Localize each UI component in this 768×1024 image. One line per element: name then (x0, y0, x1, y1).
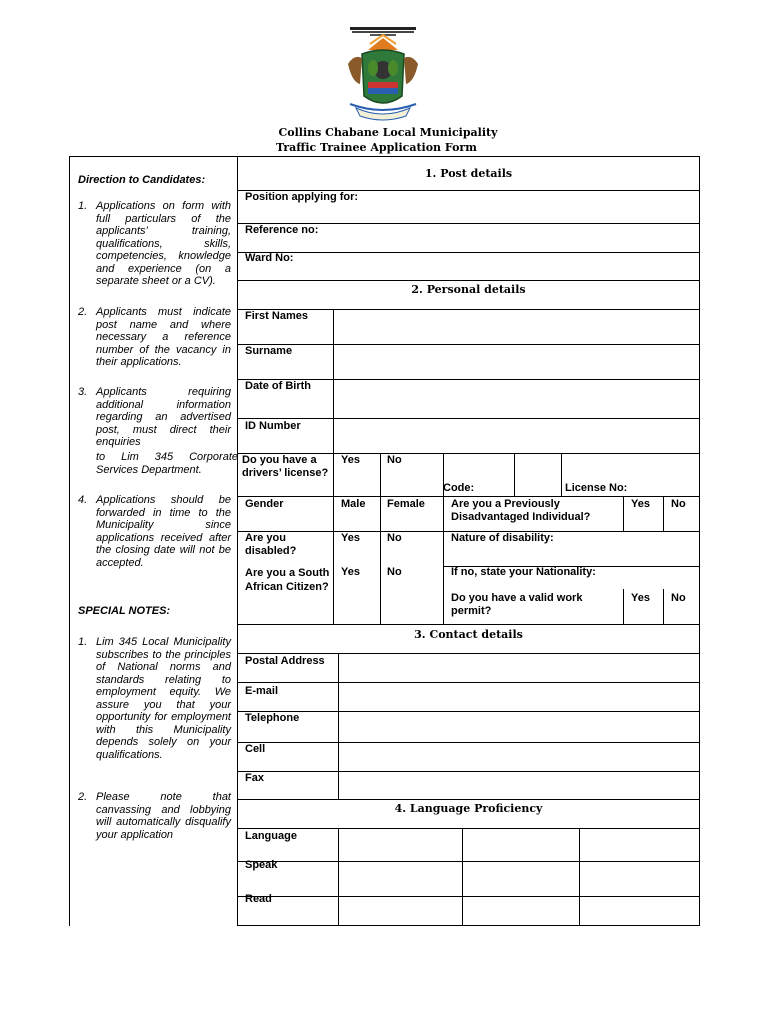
language-cell-2[interactable] (463, 829, 579, 857)
municipality-crest (340, 24, 426, 124)
ward-no-field[interactable] (310, 252, 698, 280)
direction-3-text: Applicants requiring additional information regarding an advertised post, must direct their enquiries (96, 386, 231, 448)
gender-male-option[interactable]: Male (341, 498, 366, 510)
language-cell-3[interactable] (580, 829, 698, 857)
direction-2-num: 2. (78, 306, 88, 318)
language-cell-1[interactable] (339, 829, 462, 857)
work-permit-yes-option[interactable]: Yes (631, 592, 650, 604)
special-notes-heading: SPECIAL NOTES: (78, 605, 171, 617)
position-applying-label: Position applying for: (245, 191, 359, 203)
direction-2-text: Applicants must indicate post name and where necessary a reference number of the vacancy in their applications. (96, 306, 231, 368)
drivers-no-option[interactable]: No (387, 454, 402, 466)
license-code-field[interactable] (515, 454, 561, 496)
note-1-text: Lim 345 Local Municipality subscribes to the principles of National norms and standards relating to employment equity. We assure you that your opportunity for employment with this Municipality depends solely on your qualifications. (96, 636, 231, 761)
first-names-field[interactable] (334, 310, 698, 344)
gender-label: Gender (245, 498, 284, 510)
direction-3-text-cont: to Lim 345 Corporate Services Department. (96, 451, 238, 476)
telephone-field[interactable] (339, 713, 698, 741)
disabled-label: Are you disabled? (245, 532, 297, 557)
section-personal-details-heading: 2. Personal details (411, 283, 526, 296)
surname-field[interactable] (334, 345, 698, 379)
cell-field[interactable] (339, 742, 698, 772)
id-number-label: ID Number (245, 420, 301, 432)
drivers-yes-option[interactable]: Yes (341, 454, 360, 466)
reference-no-field[interactable] (330, 224, 698, 252)
position-applying-field[interactable] (380, 191, 698, 222)
note-1-num: 1. (78, 636, 88, 648)
work-permit-no-option[interactable]: No (671, 592, 686, 604)
date-of-birth-field[interactable] (334, 380, 698, 418)
postal-address-label: Postal Address (245, 655, 325, 667)
nature-of-disability-label: Nature of disability: (451, 532, 554, 544)
sa-citizen-label: Are you a South African Citizen? (245, 567, 330, 593)
first-names-label: First Names (245, 310, 308, 322)
postal-address-field[interactable] (339, 655, 698, 683)
ward-no-label: Ward No: (245, 252, 294, 264)
drivers-license-label: Do you have a drivers’ license? (242, 454, 329, 479)
disabled-no-option[interactable]: No (387, 532, 402, 544)
direction-4-num: 4. (78, 494, 88, 506)
direction-4-text: Applications should be forwarded in time to the Municipality since applications received after the closing date will not be accepted. (96, 494, 231, 569)
section-contact-details-heading: 3. Contact details (414, 628, 523, 641)
cell-label: Cell (245, 743, 266, 755)
surname-label: Surname (245, 345, 293, 357)
nationality-label: If no, state your Nationality: (451, 566, 596, 578)
email-label: E-mail (245, 685, 279, 697)
language-label: Language (245, 830, 297, 842)
license-no-label: License No: (565, 482, 628, 494)
fax-field[interactable] (339, 772, 698, 800)
section-post-details-heading: 1. Post details (424, 167, 513, 180)
read-label: Read (245, 893, 272, 905)
license-code-label: Code: (443, 482, 475, 494)
id-number-field[interactable] (334, 420, 698, 453)
date-of-birth-label: Date of Birth (245, 380, 311, 392)
pdi-yes-option[interactable]: Yes (631, 498, 650, 510)
pdi-no-option[interactable]: No (671, 498, 686, 510)
reference-no-label: Reference no: (245, 224, 319, 236)
directions-heading: Direction to Candidates: (78, 174, 206, 186)
direction-1-num: 1. (78, 200, 88, 212)
work-permit-label: Do you have a valid work permit? (451, 592, 583, 617)
section-language-proficiency-heading: 4. Language Proficiency (394, 802, 543, 815)
direction-1-text: Applications on form with full particulars of the applicants’ training, qualifications, skills, competencies, knowledge and experience (on a separate sheet or a CV). (96, 200, 231, 287)
form-title: Traffic Trainee Application Form (276, 141, 477, 154)
note-2-num: 2. (78, 791, 88, 803)
fax-label: Fax (245, 772, 264, 784)
disabled-yes-option[interactable]: Yes (341, 532, 360, 544)
org-title: Collins Chabane Local Municipality (278, 126, 498, 139)
pdi-label: Are you a Previously Disadvantaged Individual? (451, 498, 591, 523)
gender-female-option[interactable]: Female (387, 498, 425, 510)
telephone-label: Telephone (245, 712, 300, 724)
direction-3-num: 3. (78, 386, 88, 398)
email-field[interactable] (339, 684, 698, 712)
citizen-no-option[interactable]: No (387, 566, 402, 578)
citizen-yes-option[interactable]: Yes (341, 566, 360, 578)
speak-label: Speak (245, 859, 278, 871)
note-2-text: Please note that canvassing and lobbying will automatically disqualify your application (96, 791, 231, 841)
